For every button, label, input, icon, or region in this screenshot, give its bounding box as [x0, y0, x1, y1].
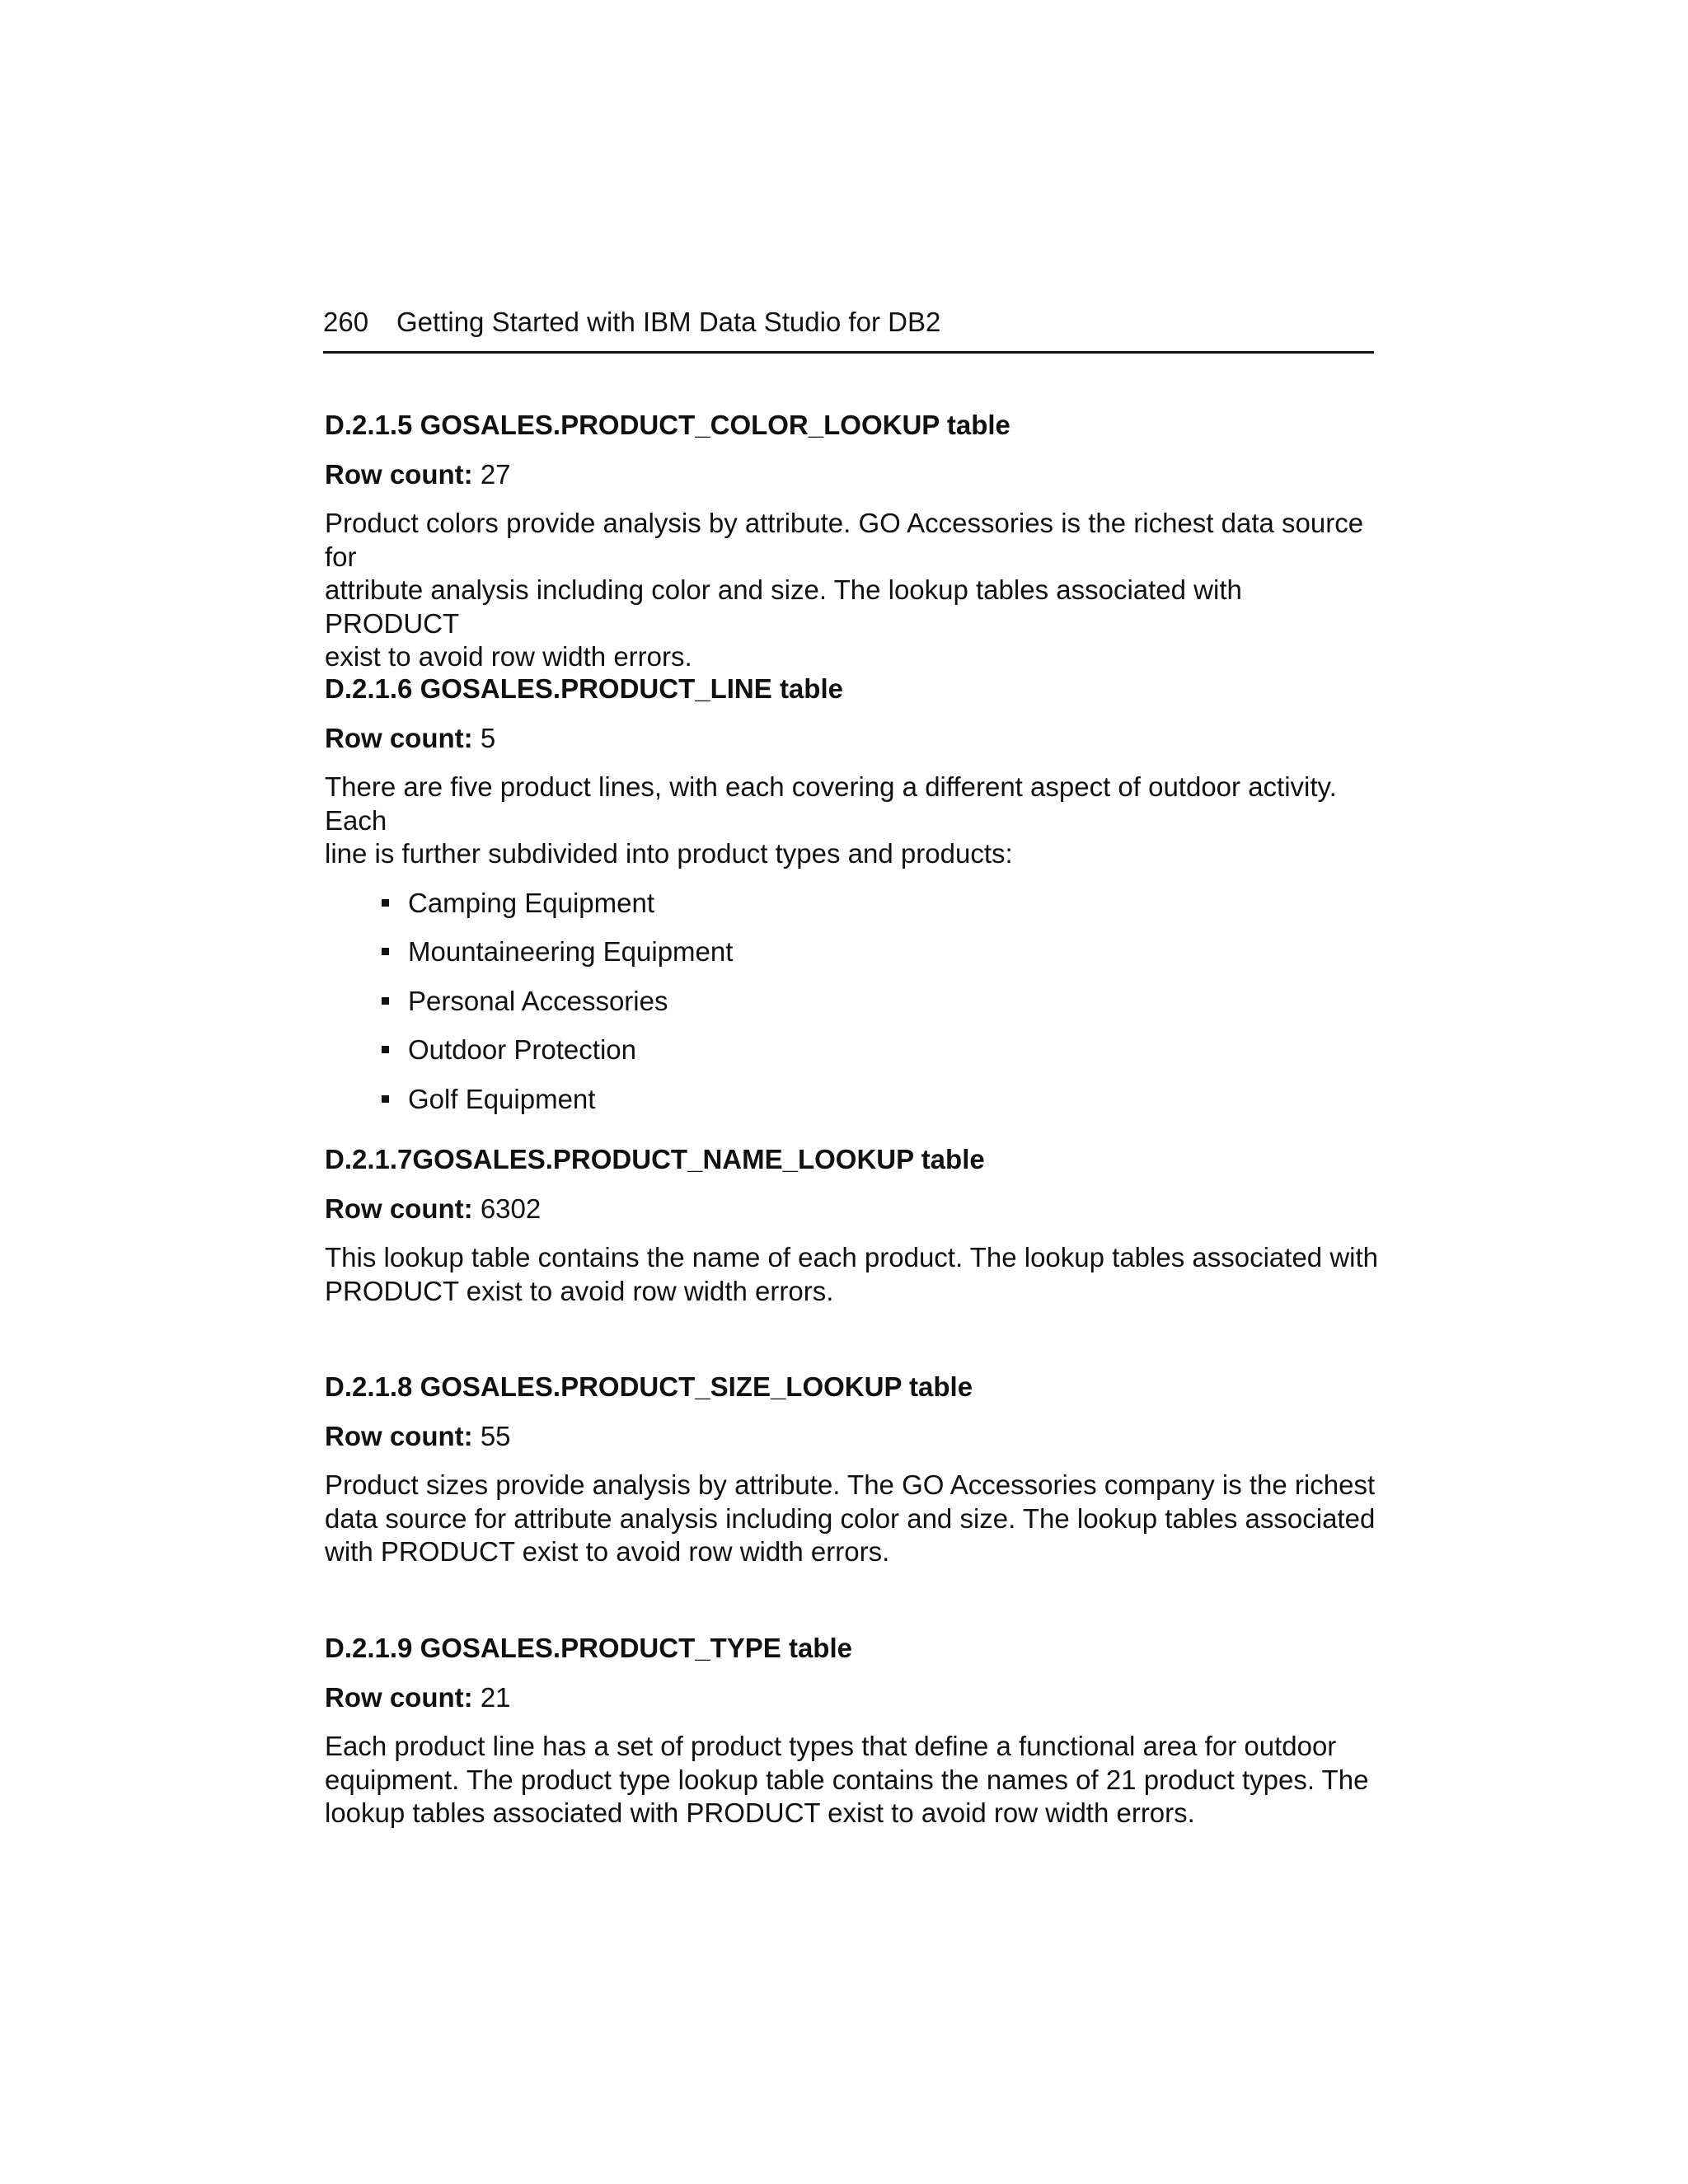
row-count-value: 27 [480, 459, 511, 490]
list-item-text: Personal Accessories [408, 985, 668, 1016]
section-heading: D.2.1.8 GOSALES.PRODUCT_SIZE_LOOKUP table [325, 1371, 973, 1402]
section-heading: D.2.1.5 GOSALES.PRODUCT_COLOR_LOOKUP table [325, 410, 1010, 440]
paragraph-line: with PRODUCT exist to avoid row width errors. [325, 1536, 890, 1567]
paragraph-line: There are five product lines, with each covering a different aspect of outdoor activity. Each [325, 771, 1337, 836]
paragraph-line: Product colors provide analysis by attribute. GO Accessories is the richest data source for [325, 508, 1364, 572]
running-title: Getting Started with IBM Data Studio for DB2 [396, 307, 941, 337]
list-item-text: Mountaineering Equipment [408, 936, 734, 967]
row-count [325, 1681, 1380, 1714]
section-paragraph [325, 1469, 1380, 1569]
paragraph-line: lookup tables associated with PRODUCT exist to avoid row width errors. [325, 1797, 1195, 1828]
paragraph-line: line is further subdivided into product types and products: [325, 838, 1013, 869]
row-count-label: Row count: [325, 1421, 473, 1451]
section-paragraph [325, 507, 1380, 674]
paragraph-line: equipment. The product type lookup table contains the names of 21 product types. The [325, 1764, 1369, 1795]
section-heading: D.2.1.9 GOSALES.PRODUCT_TYPE table [325, 1633, 852, 1663]
row-count-label: Row count: [325, 459, 473, 490]
section-product-line [325, 673, 1380, 1132]
section-product-size-lookup [325, 1371, 1380, 1569]
paragraph-line: exist to avoid row width errors. [325, 641, 692, 672]
list-item [325, 985, 1380, 1018]
row-count-value: 5 [480, 723, 496, 753]
product-line-list [325, 887, 1380, 1116]
section-product-type [325, 1632, 1380, 1830]
section-heading: D.2.1.6 GOSALES.PRODUCT_LINE table [325, 673, 843, 704]
square-bullet-icon [382, 899, 389, 907]
square-bullet-icon [382, 1046, 389, 1053]
section-paragraph [325, 771, 1380, 871]
list-item-text: Camping Equipment [408, 887, 654, 918]
list-item [325, 1083, 1380, 1116]
paragraph-line: attribute analysis including color and size. The lookup tables associated with PRODUCT [325, 574, 1242, 639]
paragraph-line: Product sizes provide analysis by attribute. The GO Accessories company is the richest [325, 1469, 1376, 1500]
square-bullet-icon [382, 948, 389, 955]
row-count [325, 722, 1380, 755]
section-product-color-lookup [325, 409, 1380, 674]
list-item [325, 887, 1380, 920]
row-count [325, 458, 1380, 491]
list-item-text: Golf Equipment [408, 1083, 596, 1114]
paragraph-line: Each product line has a set of product types that define a functional area for outdoor [325, 1731, 1337, 1761]
paragraph-line: PRODUCT exist to avoid row width errors. [325, 1275, 834, 1306]
list-item-text: Outdoor Protection [408, 1034, 636, 1065]
row-count-label: Row count: [325, 723, 473, 753]
section-product-name-lookup [325, 1143, 1380, 1308]
row-count [325, 1420, 1380, 1453]
section-paragraph [325, 1730, 1380, 1830]
row-count-label: Row count: [325, 1682, 473, 1713]
square-bullet-icon [382, 1095, 389, 1103]
row-count-value: 21 [480, 1682, 511, 1713]
paragraph-line: data source for attribute analysis including color and size. The lookup tables associated [325, 1502, 1376, 1534]
square-bullet-icon [382, 997, 389, 1005]
row-count-value: 55 [480, 1421, 511, 1451]
row-count-label: Row count: [325, 1193, 473, 1224]
page-number: 260 [323, 307, 369, 337]
row-count-value: 6302 [480, 1193, 542, 1224]
section-paragraph [325, 1241, 1380, 1308]
section-heading: D.2.1.7GOSALES.PRODUCT_NAME_LOOKUP table [325, 1144, 985, 1174]
row-count [325, 1193, 1380, 1226]
running-header [323, 303, 1374, 354]
list-item [325, 935, 1380, 968]
list-item [325, 1033, 1380, 1066]
paragraph-line: This lookup table contains the name of each product. The lookup tables associated with [325, 1242, 1379, 1272]
